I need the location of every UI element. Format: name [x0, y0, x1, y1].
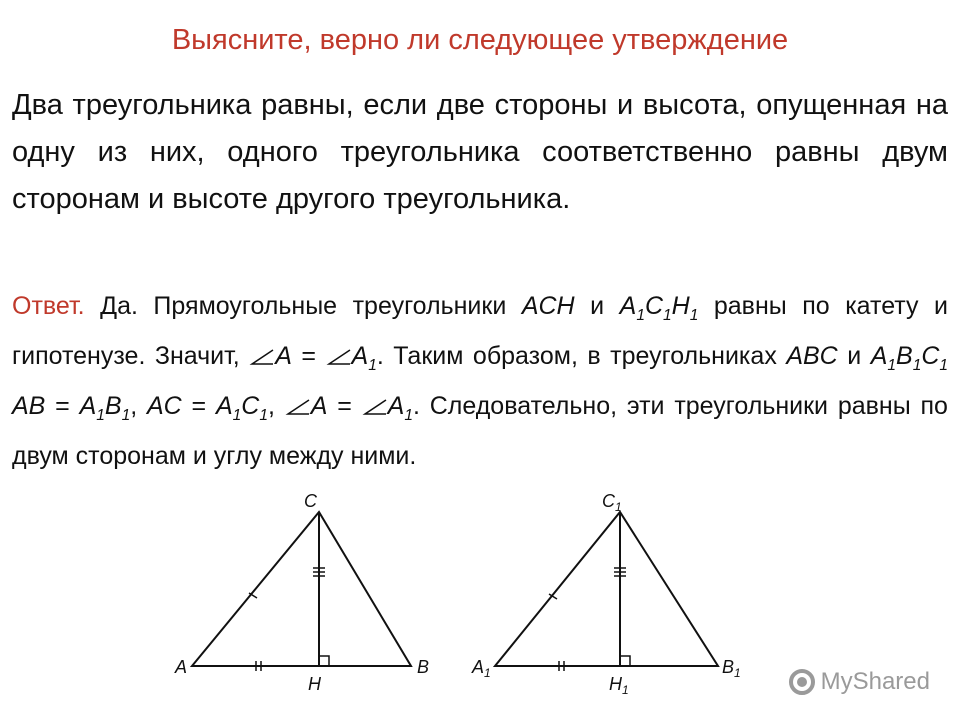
- vertex-label-h: H: [308, 674, 321, 694]
- vertex-label-c1: $C_1$: [602, 491, 622, 514]
- angle-a: A: [310, 392, 328, 420]
- answer-paragraph: Ответ. Да. Прямоугольные треугольники ACH и $A_1C_1H_1$ равны по катету и гипотенузе. Значит, $A = A_1$. Таким образом, в треугольниках ABC и $A_1B_1C_1$ AB = $A_1B_1$, AC = $A_1C_1$, $A = A_1$. Следовательно, эти треугольники равны по двум сторонам и углу между ними.: [12, 292, 949, 470]
- answer-text: =: [45, 392, 80, 420]
- segment-ac: AC: [146, 392, 182, 420]
- vertex-label-c: C: [304, 491, 317, 511]
- problem-statement: Два треугольника равны, если две стороны и высота, опущенная на одну из них, одного треугольника соответственно равны двум сторонам и высоте другого треугольника.: [12, 89, 948, 215]
- watermark: [789, 668, 930, 696]
- angle-a1: $A_1$: [351, 342, 377, 374]
- angle-icon: [326, 346, 352, 366]
- triangle-a1b1c1: $A_1B_1C_1$: [870, 342, 948, 374]
- slide-title: Выясните, верно ли следующее утверждение: [171, 24, 789, 56]
- angle-a: A: [275, 342, 292, 370]
- angle-icon: [285, 396, 311, 416]
- answer-text: и: [837, 342, 871, 370]
- triangle-abc-drawing: [192, 512, 411, 671]
- watermark-text: MyShared: [820, 668, 930, 695]
- vertex-label-b: B: [417, 657, 430, 677]
- segment-ab: AB: [12, 392, 46, 420]
- myshared-logo-icon: [789, 669, 815, 695]
- answer-text: Да. Прямоугольные треугольники: [84, 292, 522, 320]
- triangle-a1c1h1: $A_1C_1H_1$: [619, 292, 699, 324]
- vertex-label-b1: $B_1$: [722, 657, 741, 680]
- answer-text: =: [291, 342, 326, 370]
- triangle-a1b1c1-drawing: [495, 512, 718, 671]
- triangle-abc: ABC: [786, 342, 838, 370]
- answer-text: Следовательно, эти треугольники равны по двум сторонам и углу между ними.: [12, 392, 948, 470]
- triangle-ach: ACH: [521, 292, 575, 320]
- answer-text: и: [574, 292, 620, 320]
- segment-a1b1: $A_1B_1$: [79, 392, 131, 424]
- angle-icon: [362, 396, 388, 416]
- segment-a1c1: $A_1C_1$: [215, 392, 268, 424]
- angle-a1: $A_1$: [387, 392, 413, 424]
- answer-text: =: [181, 392, 216, 420]
- answer-text: равны по катету и гипотенузе. Значит,: [12, 292, 949, 370]
- answer-label: Ответ.: [12, 292, 85, 320]
- vertex-label-h1: $H_1$: [609, 674, 629, 697]
- answer-text: . Таким образом, в треугольниках: [376, 342, 787, 370]
- vertex-label-a: A: [175, 657, 188, 677]
- angle-icon: [249, 346, 275, 366]
- answer-text: =: [327, 392, 362, 420]
- vertex-label-a1: $A_1$: [472, 657, 491, 680]
